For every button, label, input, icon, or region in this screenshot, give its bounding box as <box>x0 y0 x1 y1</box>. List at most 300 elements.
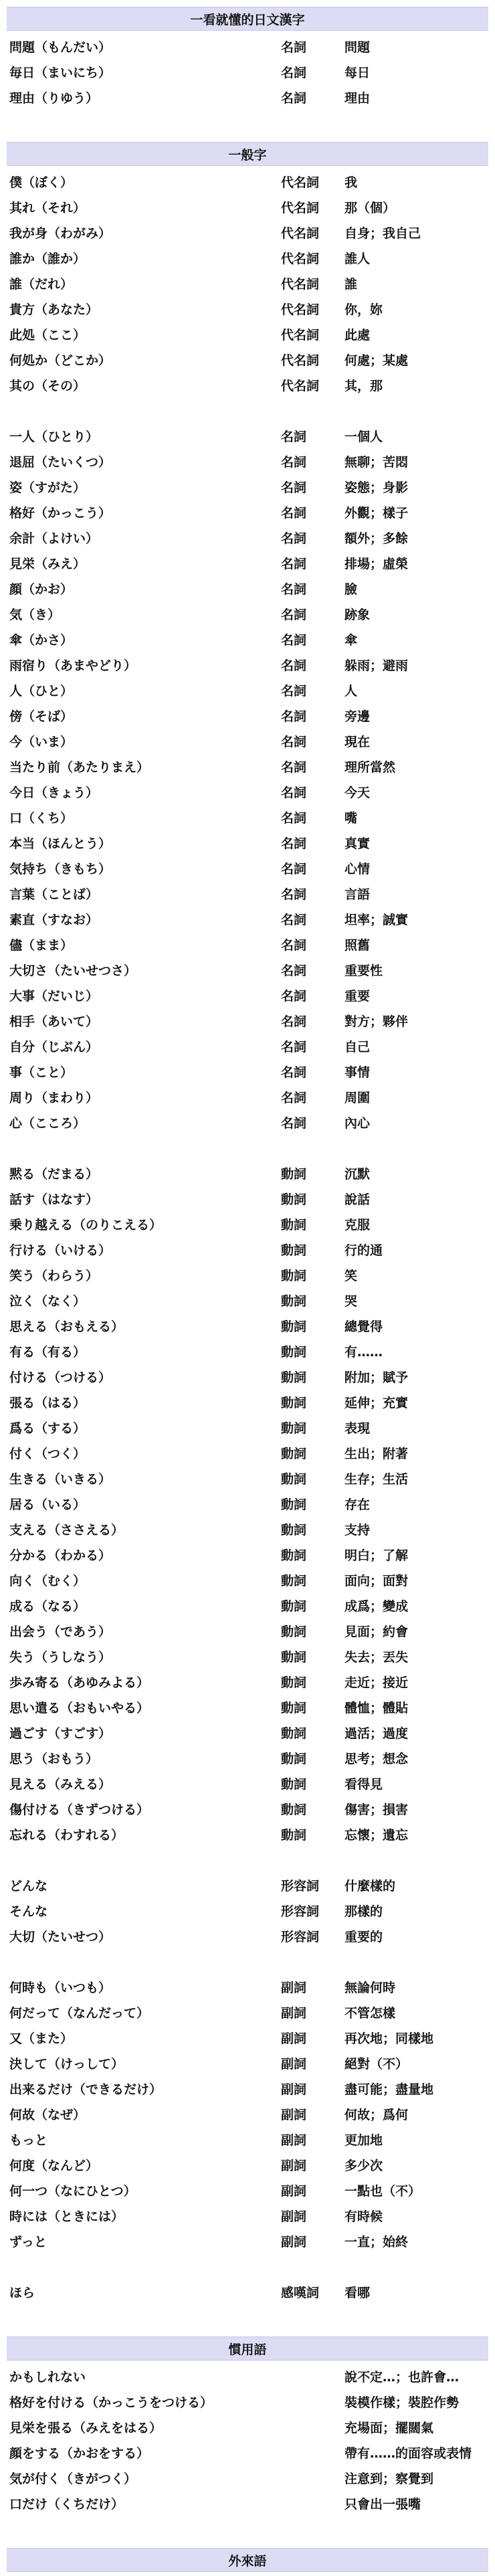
vocab-meaning: 周圍 <box>344 1091 371 1105</box>
vocab-meaning: 對方；夥伴 <box>344 1014 409 1029</box>
vocab-row <box>7 2179 488 2204</box>
vocab-meaning: 一點也（不） <box>344 2184 421 2199</box>
vocab-row <box>7 1594 488 1619</box>
vocab-meaning: 行的通 <box>344 1243 383 1258</box>
vocab-meaning: 此處 <box>344 328 371 343</box>
vocab-meaning: 忘懷；遺忘 <box>344 1828 409 1843</box>
vocab-row <box>7 2280 488 2306</box>
part-of-speech: 名詞 <box>281 430 307 444</box>
vocab-row <box>7 2128 488 2153</box>
part-of-speech: 名詞 <box>281 1091 307 1105</box>
vocab-row <box>7 984 488 1009</box>
vocab-word: 口（くち） <box>9 811 74 826</box>
vocab-row <box>7 882 488 907</box>
part-of-speech: 代名詞 <box>281 201 320 215</box>
vocab-list <box>7 2361 488 2517</box>
part-of-speech: 名詞 <box>281 989 307 1004</box>
vocab-row <box>7 1263 488 1289</box>
vocab-row <box>7 1416 488 1441</box>
part-of-speech: 名詞 <box>281 658 307 673</box>
vocab-word: 傘（かさ） <box>9 633 74 648</box>
part-of-speech: 名詞 <box>281 531 307 546</box>
vocab-row <box>7 551 488 577</box>
vocab-meaning: 笑 <box>344 1269 358 1283</box>
part-of-speech: 動詞 <box>281 1650 307 1665</box>
part-of-speech: 副詞 <box>281 2158 307 2173</box>
vocab-meaning: 理由 <box>344 91 371 106</box>
part-of-speech: 名詞 <box>281 811 307 826</box>
vocab-word: ずっと <box>9 2235 47 2249</box>
part-of-speech: 副詞 <box>281 2133 307 2148</box>
vocab-row <box>7 755 488 780</box>
vocab-row <box>7 2102 488 2128</box>
vocab-row <box>7 958 488 984</box>
part-of-speech: 動詞 <box>281 1447 307 1461</box>
vocab-word: 乗り越える（のりこえる） <box>9 1218 163 1232</box>
vocab-word: 当たり前（あたりまえ） <box>9 760 150 775</box>
vocab-row <box>7 1543 488 1568</box>
part-of-speech: 動詞 <box>281 1294 307 1309</box>
part-of-speech: 代名詞 <box>281 252 320 266</box>
vocab-row <box>7 729 488 755</box>
vocab-row <box>7 1492 488 1517</box>
vocab-row <box>7 195 488 221</box>
part-of-speech: 副詞 <box>281 2235 307 2249</box>
vocab-word: 顔をする（かおをする） <box>9 2446 150 2461</box>
vocab-meaning: 有…… <box>344 1345 383 1360</box>
vocab-meaning: 額外；多餘 <box>344 531 409 546</box>
vocab-row <box>7 424 488 450</box>
vocab-word: 我が身（わがみ） <box>9 226 112 241</box>
vocab-meaning: 生存；生活 <box>344 1472 409 1487</box>
vocab-word: 大事（だいじ） <box>9 989 99 1004</box>
vocab-meaning: 帶有……的面容或表情 <box>344 2446 472 2461</box>
vocab-word: 毎日（まいにち） <box>9 66 112 80</box>
vocab-row <box>7 780 488 806</box>
vocab-word: 見栄（みえ） <box>9 557 86 571</box>
part-of-speech: 副詞 <box>281 1981 307 1995</box>
vocab-word: 今日（きょう） <box>9 786 99 800</box>
vocab-row <box>7 628 488 653</box>
vocab-meaning: 照舊 <box>344 938 371 953</box>
vocab-meaning: 那樣的 <box>344 1904 383 1919</box>
vocab-row <box>7 221 488 246</box>
vocab-word: もっと <box>9 2133 48 2148</box>
part-of-speech: 動詞 <box>281 1777 307 1792</box>
section-spacer <box>7 2306 488 2336</box>
vocab-meaning: 更加地 <box>344 2133 383 2148</box>
vocab-word: 自分（じぶん） <box>9 1040 99 1054</box>
part-of-speech: 動詞 <box>281 1370 307 1385</box>
vocab-row <box>7 60 488 86</box>
part-of-speech: 動詞 <box>281 1701 307 1716</box>
vocab-row <box>7 1772 488 1797</box>
vocab-row <box>7 1034 488 1060</box>
vocab-meaning: 我 <box>344 175 358 190</box>
vocab-meaning: 無聊；苦悶 <box>344 455 409 470</box>
vocab-word: そんな <box>9 1904 48 1919</box>
vocab-meaning: 何故；爲何 <box>344 2108 409 2122</box>
vocab-row <box>7 1797 488 1823</box>
vocab-row <box>7 2492 488 2517</box>
vocab-row <box>7 1238 488 1263</box>
part-of-speech: 動詞 <box>281 1167 307 1182</box>
part-of-speech: 名詞 <box>281 938 307 953</box>
vocab-meaning: 你，妳 <box>344 302 383 317</box>
vocab-word: 出来るだけ（できるだけ） <box>9 2082 163 2097</box>
vocab-row <box>7 933 488 958</box>
vocab-row <box>7 1645 488 1670</box>
vocab-row <box>7 1162 488 1187</box>
vocab-row <box>7 272 488 297</box>
vocab-meaning: 何處；某處 <box>344 353 409 368</box>
vocab-row <box>7 323 488 348</box>
vocab-word: 支える（ささえる） <box>9 1523 124 1538</box>
part-of-speech: 名詞 <box>281 684 307 699</box>
vocab-meaning: 走近；接近 <box>344 1675 409 1690</box>
vocab-word: 過ごす（すごす） <box>9 1726 112 1741</box>
vocab-word: 周り（まわり） <box>9 1091 99 1105</box>
vocab-word: 爲る（する） <box>9 1421 86 1436</box>
vocab-meaning: 見面；約會 <box>344 1625 409 1639</box>
vocab-meaning: 多少次 <box>344 2158 383 2173</box>
vocab-word: 雨宿り（あまやどり） <box>9 658 137 673</box>
vocab-meaning: 看哪 <box>344 2286 371 2300</box>
vocab-row <box>7 1619 488 1645</box>
vocab-meaning: 現在 <box>344 735 371 749</box>
vocab-meaning: 再次地；同樣地 <box>344 2031 434 2046</box>
vocab-row <box>7 602 488 628</box>
vocab-row <box>7 1187 488 1212</box>
vocab-word: 思える（おもえる） <box>9 1319 124 1334</box>
vocab-meaning: 誰 <box>344 277 358 292</box>
vocab-word: 誰か（誰か） <box>9 252 86 266</box>
vocab-row <box>7 1746 488 1772</box>
vocab-row <box>7 1695 488 1721</box>
vocab-meaning: 存在 <box>344 1497 371 1512</box>
vocab-list <box>7 2572 488 2576</box>
vocab-row <box>7 2001 488 2026</box>
vocab-row <box>7 35 488 60</box>
vocab-word: 出会う（であう） <box>9 1625 112 1639</box>
part-of-speech: 名詞 <box>281 887 307 902</box>
part-of-speech: 動詞 <box>281 1675 307 1690</box>
part-of-speech: 形容詞 <box>281 1879 320 1894</box>
vocab-word: 相手（あいて） <box>9 1014 99 1029</box>
part-of-speech: 動詞 <box>281 1599 307 1614</box>
vocab-word: 其の（その） <box>9 379 86 393</box>
part-of-speech: 名詞 <box>281 735 307 749</box>
vocab-word: 事（こと） <box>9 1065 74 1080</box>
part-of-speech: 名詞 <box>281 786 307 800</box>
vocab-row <box>7 806 488 831</box>
vocab-row <box>7 2229 488 2255</box>
vocab-row <box>7 1314 488 1340</box>
vocab-word: 張る（はる） <box>9 1396 86 1410</box>
part-of-speech: 代名詞 <box>281 328 320 343</box>
group-spacer <box>7 1136 488 1162</box>
part-of-speech: 名詞 <box>281 608 307 622</box>
vocab-meaning: 坦率；誠實 <box>344 913 409 927</box>
vocab-row <box>7 2466 488 2492</box>
part-of-speech: 動詞 <box>281 1523 307 1538</box>
vocab-word: 気が付く（きがつく） <box>9 2472 137 2486</box>
vocab-word: 有る（有る） <box>9 1345 86 1360</box>
vocab-meaning: 哭 <box>344 1294 358 1309</box>
vocab-meaning: 看得見 <box>344 1777 383 1792</box>
vocab-word: 話す（はなす） <box>9 1192 99 1207</box>
section-header: 一般字 <box>7 142 488 166</box>
part-of-speech: 名詞 <box>281 455 307 470</box>
vocab-meaning: 注意到；察覺到 <box>344 2472 434 2486</box>
part-of-speech: 代名詞 <box>281 226 320 241</box>
vocab-word: 此処（ここ） <box>9 328 86 343</box>
vocab-word: 儘（まま） <box>9 938 74 953</box>
vocab-word: 誰（だれ） <box>9 277 74 292</box>
vocab-word: 成る（なる） <box>9 1599 86 1614</box>
part-of-speech: 代名詞 <box>281 353 320 368</box>
vocab-row <box>7 1517 488 1543</box>
vocab-meaning: 真實 <box>344 836 371 851</box>
vocab-word: 歩み寄る（あゆみよる） <box>9 1675 150 1690</box>
part-of-speech: 名詞 <box>281 913 307 927</box>
vocab-row <box>7 1085 488 1111</box>
vocab-row <box>7 2077 488 2102</box>
vocab-row <box>7 1441 488 1467</box>
vocab-meaning: 支持 <box>344 1523 371 1538</box>
vocab-word: 気持ち（きもち） <box>9 862 112 877</box>
vocab-row <box>7 2415 488 2441</box>
vocab-word: 黙る（だまる） <box>9 1167 99 1182</box>
part-of-speech: 名詞 <box>281 1040 307 1054</box>
vocab-word: 泣く（なく） <box>9 1294 86 1309</box>
part-of-speech: 動詞 <box>281 1574 307 1588</box>
vocab-meaning: 心情 <box>344 862 371 877</box>
part-of-speech: 動詞 <box>281 1828 307 1843</box>
vocab-meaning: 外觀；樣子 <box>344 506 409 521</box>
vocab-meaning: 重要 <box>344 989 371 1004</box>
vocab-row <box>7 678 488 704</box>
part-of-speech: 代名詞 <box>281 277 320 292</box>
vocab-word: 口だけ（くちだけ） <box>9 2497 124 2512</box>
vocab-list <box>7 166 488 2306</box>
vocab-row <box>7 373 488 399</box>
section-spacer <box>7 111 488 142</box>
vocab-word: 一人（ひとり） <box>9 430 99 444</box>
vocab-meaning: 每日 <box>344 66 371 80</box>
vocab-row <box>7 1340 488 1365</box>
part-of-speech: 名詞 <box>281 862 307 877</box>
vocab-word: 行ける（いける） <box>9 1243 112 1258</box>
vocab-meaning: 無論何時 <box>344 1981 396 1995</box>
part-of-speech: 名詞 <box>281 1116 307 1131</box>
vocab-word: 生きる（いきる） <box>9 1472 112 1487</box>
part-of-speech: 形容詞 <box>281 1904 320 1919</box>
part-of-speech: 副詞 <box>281 2031 307 2046</box>
vocab-word: 思う（おもう） <box>9 1752 99 1766</box>
part-of-speech: 代名詞 <box>281 302 320 317</box>
vocab-word: 今（いま） <box>9 735 74 749</box>
vocab-meaning: 臉 <box>344 582 358 597</box>
vocab-meaning: 表現 <box>344 1421 371 1436</box>
vocab-meaning: 嘴 <box>344 811 358 826</box>
part-of-speech: 動詞 <box>281 1803 307 1817</box>
vocab-row <box>7 2441 488 2466</box>
vocab-meaning: 體恤；體貼 <box>344 1701 409 1716</box>
vocab-meaning: 思考；想念 <box>344 1752 409 1766</box>
vocab-meaning: 躲雨；避雨 <box>344 658 409 673</box>
vocab-meaning: 總覺得 <box>344 1319 383 1334</box>
vocab-word: 何度（なんど） <box>9 2158 99 2173</box>
vocab-row <box>7 1670 488 1695</box>
vocab-word: 大切（たいせつ） <box>9 1930 112 1944</box>
vocab-word: 失う（うしなう） <box>9 1650 112 1665</box>
vocab-row <box>7 1873 488 1899</box>
part-of-speech: 感嘆詞 <box>281 2286 320 2300</box>
part-of-speech: 名詞 <box>281 480 307 495</box>
part-of-speech: 動詞 <box>281 1472 307 1487</box>
section-header: 一看就懂的日文漢字 <box>7 7 488 31</box>
vocab-meaning: 盡可能；盡量地 <box>344 2082 434 2097</box>
vocab-row <box>7 856 488 882</box>
part-of-speech: 名詞 <box>281 557 307 571</box>
vocab-word: 何一つ（なにひとつ） <box>9 2184 136 2199</box>
vocab-meaning: 排場；虛榮 <box>344 557 409 571</box>
vocab-word: 本当（ほんとう） <box>9 836 112 851</box>
vocab-meaning: 自身；我自己 <box>344 226 421 241</box>
vocab-row <box>7 1924 488 1950</box>
vocab-row <box>7 653 488 678</box>
vocab-meaning: 延伸；充實 <box>344 1396 409 1410</box>
vocab-meaning: 理所當然 <box>344 760 396 775</box>
vocab-row <box>7 1060 488 1085</box>
vocab-meaning: 傘 <box>344 633 358 648</box>
part-of-speech: 名詞 <box>281 506 307 521</box>
vocab-meaning: 不管怎樣 <box>344 2006 396 2021</box>
vocab-meaning: 傷害；損害 <box>344 1803 409 1817</box>
vocab-row <box>7 2204 488 2229</box>
vocab-word: 思い遣る（おもいやる） <box>9 1701 150 1716</box>
vocab-word: 退屈（たいくつ） <box>9 455 112 470</box>
section-header: 外來語 <box>7 2548 488 2572</box>
vocab-row <box>7 577 488 602</box>
part-of-speech: 副詞 <box>281 2108 307 2122</box>
vocab-word: 向く（むく） <box>9 1574 86 1588</box>
vocab-meaning: 附加；賦予 <box>344 1370 409 1385</box>
vocab-word: どんな <box>9 1879 48 1894</box>
vocab-word: 格好（かっこう） <box>9 506 112 521</box>
vocab-row <box>7 475 488 500</box>
part-of-speech: 副詞 <box>281 2209 307 2224</box>
vocab-word: 又（また） <box>9 2031 74 2046</box>
part-of-speech: 名詞 <box>281 1014 307 1029</box>
vocab-row <box>7 1823 488 1848</box>
vocab-word: 分かる（わかる） <box>9 1548 112 1563</box>
part-of-speech: 名詞 <box>281 40 307 55</box>
part-of-speech: 副詞 <box>281 2184 307 2199</box>
vocab-word: 笑う（わらう） <box>9 1269 99 1283</box>
group-spacer <box>7 1848 488 1873</box>
vocab-meaning: 一直；始終 <box>344 2235 409 2249</box>
vocab-meaning: 明白；了解 <box>344 1548 409 1563</box>
part-of-speech: 代名詞 <box>281 379 320 393</box>
vocab-meaning: 那（個） <box>344 201 396 215</box>
part-of-speech: 名詞 <box>281 709 307 724</box>
vocab-row <box>7 297 488 323</box>
section-spacer <box>7 2517 488 2548</box>
part-of-speech: 動詞 <box>281 1497 307 1512</box>
vocab-row <box>7 170 488 195</box>
vocab-list <box>7 31 488 111</box>
vocab-meaning: 言語 <box>344 887 371 902</box>
part-of-speech: 動詞 <box>281 1345 307 1360</box>
vocab-row <box>7 704 488 729</box>
part-of-speech: 動詞 <box>281 1269 307 1283</box>
vocab-meaning: 裝模作樣；裝腔作勢 <box>344 2395 460 2410</box>
vocab-meaning: 充場面；擺闊氣 <box>344 2421 434 2435</box>
vocab-row <box>7 1212 488 1238</box>
vocab-word: 姿（すがた） <box>9 480 86 495</box>
vocab-word: 格好を付ける（かっこうをつける） <box>9 2395 213 2410</box>
vocab-meaning: 成爲；變成 <box>344 1599 409 1614</box>
vocab-word: 何故（なぜ） <box>9 2108 86 2122</box>
part-of-speech: 動詞 <box>281 1726 307 1741</box>
vocab-row <box>7 907 488 933</box>
vocab-word: 理由（りゆう） <box>9 91 99 106</box>
vocab-meaning: 失去；丟失 <box>344 1650 409 1665</box>
part-of-speech: 動詞 <box>281 1625 307 1639</box>
vocab-word: 心（こころ） <box>9 1116 86 1131</box>
vocab-row <box>7 2153 488 2179</box>
vocab-word: 大切さ（たいせつさ） <box>9 963 137 978</box>
vocab-meaning: 重要的 <box>344 1930 383 1944</box>
vocab-row <box>7 1365 488 1390</box>
vocab-meaning: 過活；過度 <box>344 1726 409 1741</box>
vocab-word: 気（き） <box>9 608 61 622</box>
part-of-speech: 動詞 <box>281 1192 307 1207</box>
vocab-meaning: 有時候 <box>344 2209 383 2224</box>
vocab-row <box>7 831 488 856</box>
vocab-meaning: 旁邊 <box>344 709 371 724</box>
vocab-meaning: 誰人 <box>344 252 371 266</box>
vocab-meaning: 問題 <box>344 40 371 55</box>
vocab-word: かもしれない <box>9 2370 86 2385</box>
part-of-speech: 代名詞 <box>281 175 320 190</box>
vocab-meaning: 說不定…；也許會… <box>344 2370 460 2385</box>
part-of-speech: 副詞 <box>281 2006 307 2021</box>
vocab-row <box>7 348 488 373</box>
part-of-speech: 動詞 <box>281 1243 307 1258</box>
vocab-row <box>7 1009 488 1034</box>
vocab-meaning: 今天 <box>344 786 371 800</box>
vocab-row <box>7 2365 488 2390</box>
vocab-word: 言葉（ことば） <box>9 887 99 902</box>
part-of-speech: 名詞 <box>281 633 307 648</box>
vocab-word: 居る（いる） <box>9 1497 86 1512</box>
vocab-word: 素直（すなお） <box>9 913 99 927</box>
group-spacer <box>7 1950 488 1975</box>
part-of-speech: 副詞 <box>281 2082 307 2097</box>
part-of-speech: 名詞 <box>281 1065 307 1080</box>
vocab-meaning: 姿態；身影 <box>344 480 409 495</box>
vocab-row <box>7 2390 488 2415</box>
vocab-meaning: 只會出一張嘴 <box>344 2497 421 2512</box>
vocab-word: 時には（ときには） <box>9 2209 124 2224</box>
vocab-word: 傍（そば） <box>9 709 74 724</box>
vocab-row <box>7 246 488 272</box>
vocab-row <box>7 500 488 526</box>
vocab-word: 決して（けっして） <box>9 2057 124 2072</box>
